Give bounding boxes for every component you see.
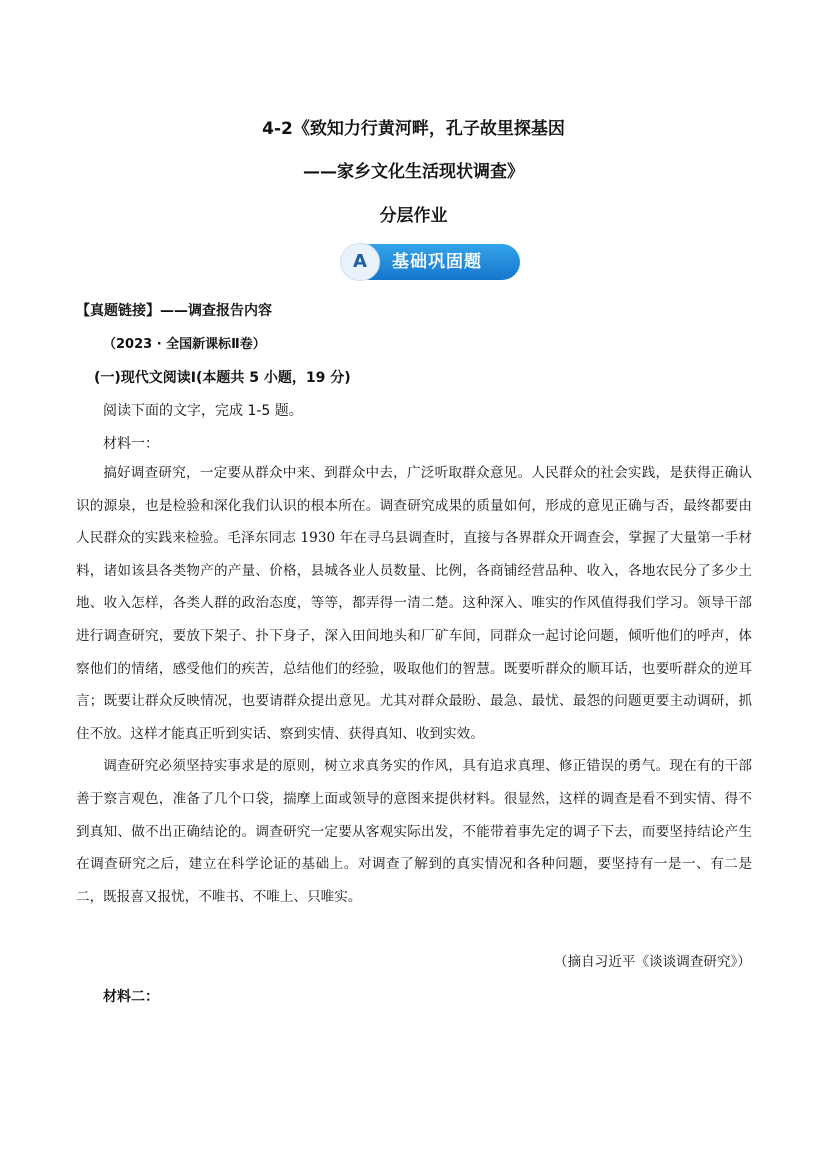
- exam-source: （2023 · 全国新课标Ⅱ卷）: [103, 337, 266, 352]
- part-title: (一)现代文阅读Ⅰ(本题共 5 小题，19 分): [94, 370, 351, 386]
- page-title-line2: ——家乡文化生活现状调查》: [303, 162, 524, 182]
- section-heading: 【真题链接】——调查报告内容: [76, 303, 272, 319]
- page-title-line1: 4-2《致知力行黄河畔，孔子故里探基因: [262, 119, 565, 139]
- material1-source: （摘自习近平《谈谈调查研究》）: [553, 954, 751, 970]
- instruction-text: 阅读下面的文字，完成 1-5 题。: [103, 403, 303, 419]
- badge-letter: A: [340, 243, 380, 281]
- material1-paragraph-2: 调查研究必须坚持实事求是的原则，树立求真务实的作风，具有追求真理、修正错误的勇气。现在有的干部善于察言观色，准备了几个口袋，揣摩上面或领导的意图来提供材料。很显然，这样的调查是看不到实情、得不到真知、做不出正确结论的。调查研究一定要从客观实际出发，不能带着事先定的调子下去，而要坚持结论产生在调查研究之后，建立在科学论证的基础上。对调查了解到的真实情况和各种问题，要坚持有一是一、有二是二，既报喜又报忧，不唯书、不唯上、只唯实。: [76, 758, 752, 905]
- material1-label: 材料一：: [103, 436, 159, 452]
- material1-body: [76, 457, 752, 913]
- page-subtitle: 分层作业: [379, 206, 448, 226]
- material1-paragraph-1: 搞好调查研究，一定要从群众中来、到群众中去，广泛听取群众意见。人民群众的社会实践，是获得正确认识的源泉，也是检验和深化我们认识的根本所在。调查研究成果的质量如何，形成的意见正确与否，最终都要由人民群众的实践来检验。毛泽东同志 1930 年在寻乌县调查时，直接与各界群众开调查会，掌握了大量第一手材料，诸如该县各类物产的产量、价格，县城各业人员数量、比例，各商铺经营品种、收入，各地农民分了多少土地、收入怎样，各类人群的政治态度，等等，都弄得一清二楚。这种深入、唯实的作风值得我们学习。领导干部进行调查研究，要放下架子、扑下身子，深入田间地头和厂矿车间，同群众一起讨论问题，倾听他们的呼声，体察他们的情绪，感受他们的疾苦，总结他们的经验，吸取他们的智慧。既要听群众的顺耳话，也要听群众的逆耳言；既要让群众反映情况，也要请群众提出意见。尤其对群众最盼、最急、最忧、最怨的问题更要主动调研，抓住不放。这样才能真正听到实话、察到实情、获得真知、收到实效。: [76, 465, 752, 742]
- level-badge: [340, 243, 520, 281]
- badge-label: 基础巩固题: [392, 252, 482, 272]
- material2-label: 材料二：: [103, 989, 159, 1005]
